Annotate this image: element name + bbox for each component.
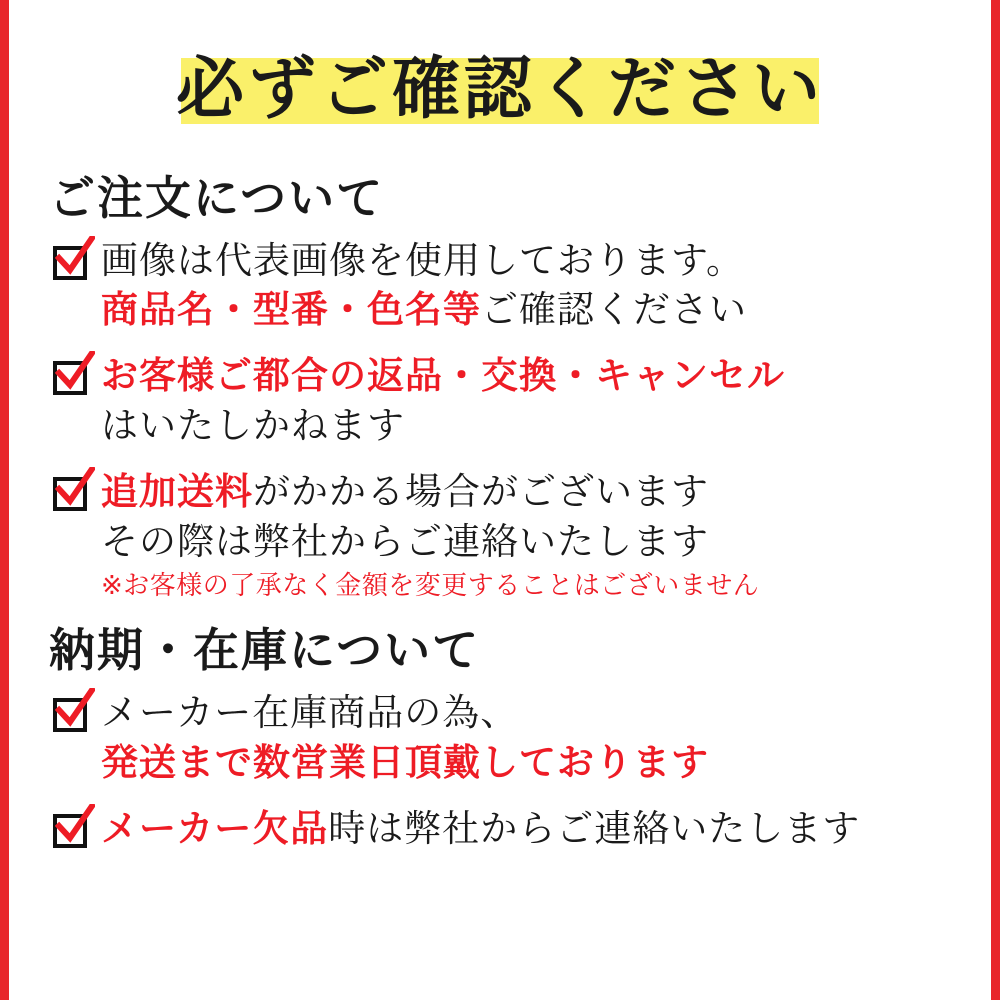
list-item-text	[101, 236, 957, 336]
checkbox-checked-icon	[51, 808, 95, 852]
checkbox-checked-icon	[51, 355, 95, 399]
list-item	[43, 351, 957, 451]
list-item-text	[101, 351, 957, 451]
text-line: メーカー在庫商品の為、	[101, 690, 519, 734]
section-heading-delivery: 納期・在庫について	[49, 623, 481, 678]
section-delivery	[43, 622, 957, 853]
list-item	[43, 688, 957, 788]
text-line	[101, 804, 957, 854]
text-emphasis: メーカー欠品	[101, 806, 329, 850]
text-line	[101, 285, 957, 335]
section-heading-order: ご注文について	[49, 171, 385, 225]
text-emphasis: 追加送料	[101, 470, 253, 514]
text-plain: ご確認ください	[481, 288, 747, 332]
text-line	[101, 467, 957, 517]
text-line: はいたしかねます	[101, 404, 405, 448]
checkbox-checked-icon	[51, 692, 95, 736]
text-note: ※お客様の了承なく金額を変更することはございません	[101, 571, 760, 602]
checkbox-checked-icon	[51, 240, 95, 284]
text-line: 発送まで数営業日頂戴しております	[101, 740, 709, 784]
left-red-rail	[0, 0, 9, 1000]
list-item-text	[101, 467, 957, 604]
list-item-text	[101, 804, 957, 854]
text-line: お客様ご都合の返品・交換・キャンセル	[101, 354, 785, 398]
list-item	[43, 236, 957, 336]
text-plain: 時は弊社からご連絡いたします	[328, 806, 861, 850]
text-line: 画像は代表画像を使用しております。	[101, 238, 745, 282]
section-order	[43, 170, 957, 604]
text-plain: がかかる場合がございます	[253, 470, 709, 514]
page-title: 必ずご確認ください	[175, 50, 824, 129]
right-red-rail	[991, 0, 1000, 1000]
checkbox-checked-icon	[51, 471, 95, 515]
text-line: その際は弊社からご連絡いたします	[101, 520, 709, 564]
title-block	[43, 36, 957, 144]
notice-content	[9, 0, 991, 1000]
list-item	[43, 804, 957, 854]
list-item	[43, 467, 957, 604]
text-emphasis: 商品名・型番・色名等	[101, 288, 481, 332]
list-item-text	[101, 688, 957, 788]
